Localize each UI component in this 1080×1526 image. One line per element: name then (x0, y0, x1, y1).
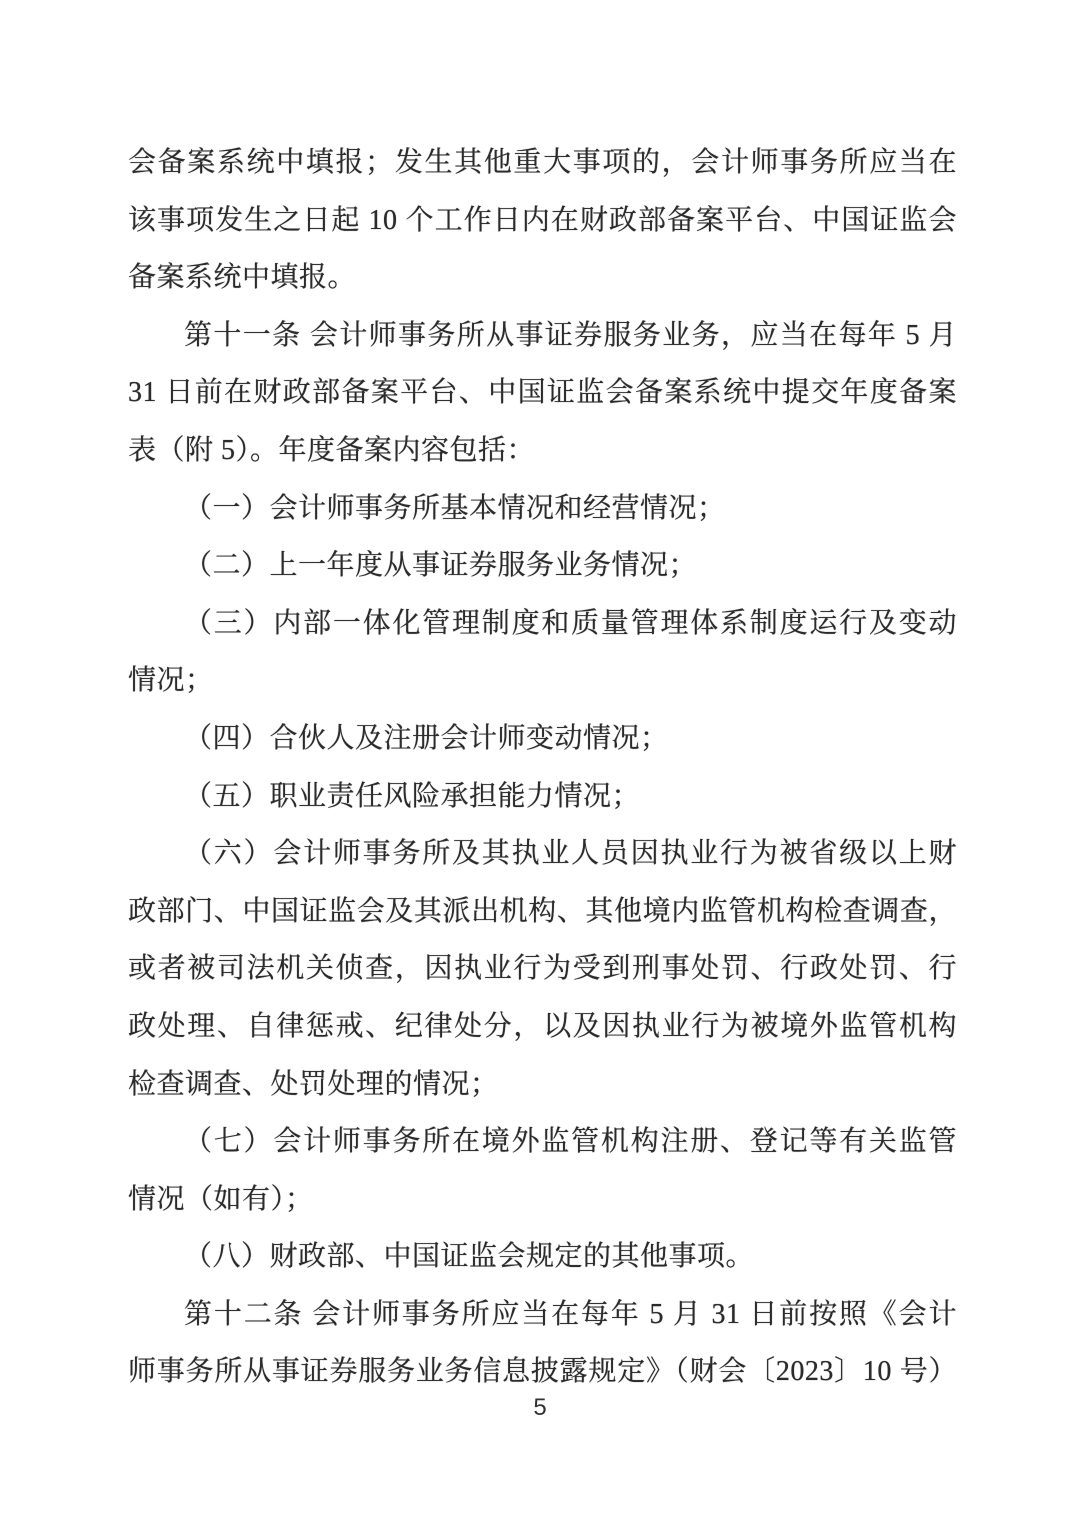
document-line: 检查调查、处罚处理的情况； (128, 1068, 499, 1100)
document-line: 政处理、自律惩戒、纪律处分，以及因执业行为被境外监管机构 (128, 1010, 957, 1042)
page-number: 5 (533, 1394, 547, 1421)
document-line-article-11: 第十一条 会计师事务所从事证券服务业务，应当在每年 5 月 (184, 319, 957, 351)
document-line: 备案系统中填报。 (128, 262, 357, 294)
document-text-block (128, 134, 957, 1401)
document-line: 31 日前在财政部备案平台、中国证监会备案系统中提交年度备案 (128, 377, 957, 409)
document-line-item-1: （一）会计师事务所基本情况和经营情况； (184, 492, 726, 524)
document-line-item-8: （八）财政部、中国证监会规定的其他事项。 (184, 1241, 755, 1273)
document-line-item-5: （五）职业责任风险承担能力情况； (184, 780, 641, 812)
document-line: 师事务所从事证券服务业务信息披露规定》（财会〔2023〕10 号） (128, 1356, 957, 1388)
document-line-item-3: （三）内部一体化管理制度和质量管理体系制度运行及变动 (184, 607, 957, 639)
document-line: 情况； (128, 665, 214, 697)
document-line: 或者被司法机关侦查，因执业行为受到刑事处罚、行政处罚、行 (128, 953, 957, 985)
document-line-item-6: （六）会计师事务所及其执业人员因执业行为被省级以上财 (184, 838, 957, 870)
document-line: 情况（如有）； (128, 1183, 314, 1215)
document-line: 表（附 5）。年度备案内容包括： (128, 434, 536, 466)
document-line-article-12: 第十二条 会计师事务所应当在每年 5 月 31 日前按照《会计 (184, 1298, 957, 1330)
document-line: 政部门、中国证监会及其派出机构、其他境内监管机构检查调查， (128, 895, 957, 927)
document-line: 会备案系统中填报；发生其他重大事项的，会计师事务所应当在 (128, 147, 957, 178)
document-line-item-2: （二）上一年度从事证券服务业务情况； (184, 550, 698, 582)
document-line-item-4: （四）合伙人及注册会计师变动情况； (184, 722, 669, 754)
document-line: 该事项发生之日起 10 个工作日内在财政部备案平台、中国证监会 (128, 204, 957, 236)
document-line-item-7: （七）会计师事务所在境外监管机构注册、登记等有关监管 (184, 1126, 957, 1158)
